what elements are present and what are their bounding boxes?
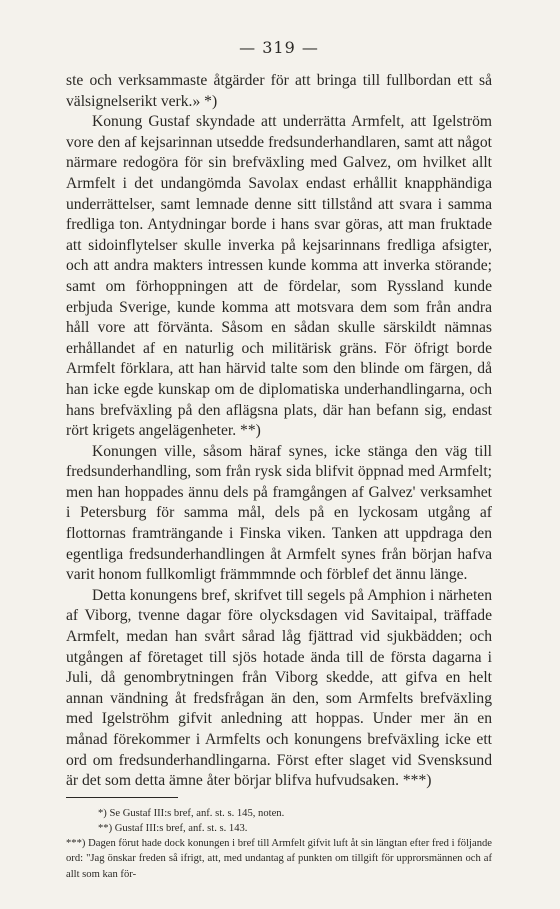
page-number: — 319 — <box>239 38 319 57</box>
footnote: *) Se Gustaf III:s bref, anf. st. s. 145, noten. <box>98 807 285 819</box>
paragraph: Konungen ville, såsom häraf synes, icke stänga den väg till fredsunderhandling, som från rysk sida blifvit öppnad med Armfelt; men han hoppades ännu dels på framgången af Galvez' verksamhet i Petersburg för samma mål, dels på en lyckosam utgång af flottornas framträngande i Finska viken. Tanken att uppdraga den egentliga fredsunderhandlingen åt Armfelt synes från början hafva varit honom fullkomligt främmmnde och förblef det ännu länge. <box>66 442 492 584</box>
footnote: **) Gustaf III:s bref, anf. st. s. 143. <box>98 822 248 834</box>
paragraph: Detta konungens bref, skrifvet till segels på Amphion i närheten af Viborg, tvenne dagar före olycksdagen vid Savitaipal, träffade Armfelt, medan han svårt sårad låg fjättrad vid sjukbädden; och utgången af företaget till sjös hotade ända till de första dagarna i Juli, då genombrytningen från Viborg skedde, att gifva en helt annan vändning åt fredsfrågan än den, som Armfelts brefväxling med Igelströhm gifvit anledning att hoppas. Under mer än en månad förekommer i Armfelts och konungens brefväxling icke ett ord om fredsunderhandlingarna. Först efter slaget vid Svensksund är det som detta ämne åter börjar blifva hufvudsaken. ***) <box>66 586 492 790</box>
paragraph-continuation: ste och verksammaste åtgärder för att bringa till fullbordan ett så välsignelserikt verk.» *) <box>66 72 492 110</box>
footnote: ***) Dagen förut hade dock konungen i bref till Armfelt gifvit luft åt sin längtan efter fred i följande ord: "Jag önskar freden så ifrigt, att, med undantag af punkten om tillgift för upprorsmännen och af allt som kan för- <box>66 838 492 880</box>
paragraph: Konung Gustaf skyndade att underrätta Armfelt, att Igelström vore den af kejsarinnan utsedde fredsunderhandlaren, samt att något närmare redogöra för sin brefväxling med Galvez, om hvilket allt Armfelt i det undangömda Savolax endast erhållit knapphändiga underrättelser, samt lemnade denne sitt tillstånd att svara i samma fredliga ton. Antydningar borde i hans svar göras, att man fruktade att sidoinflytelser skulle inverka på kejsarinnans fredliga afsigter, och att andra makters intressen kunde komma att inverka störande; samt om förhoppningen att de fördelar, som Ryssland kunde erbjuda Sverige, kunde komma att motsvara dem som från andra håll vore att förvänta. Såsom en sådan skulle särskildt nämnas erhållandet af en naturlig och militärisk gräns. För öfrigt borde Armfelt förklara, att han härvid talte som den blinde om färgen, då han icke egde kunskap om de diplomatiska underhandlingarna, och hans brefväxling på den aflägsna plats, där han befann sig, endast rört krigets angelägenheter. **) <box>66 113 492 440</box>
body-text <box>66 71 492 792</box>
footnotes <box>66 806 492 882</box>
footnote-divider <box>66 797 178 798</box>
